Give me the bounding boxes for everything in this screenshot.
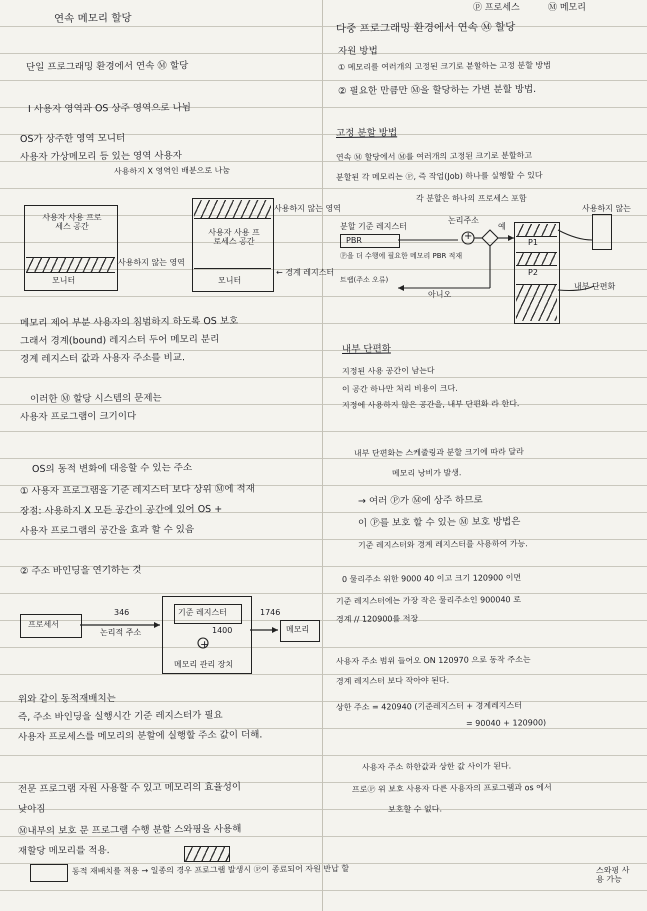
note-line: 이 Ⓟ를 보호 할 수 있는 Ⓜ 보호 방법은 xyxy=(357,516,521,529)
partition-arrows xyxy=(332,200,638,330)
note-line: 기준 레지스터와 경계 레지스터를 사용하여 가능. xyxy=(357,539,528,550)
trap-label: 트랩(주소 오류) xyxy=(340,276,389,284)
monitor-label: 모니터 xyxy=(52,276,76,285)
internal-fragmentation-label: 내부 단편화 xyxy=(574,282,616,291)
note-line: 메모리 낭비가 발생. xyxy=(391,468,462,478)
right-title: 다중 프로그래밍 환경에서 연속 Ⓜ 할당 xyxy=(335,21,516,35)
center-divider xyxy=(322,0,323,911)
left-title: 연속 메모리 할당 xyxy=(53,12,132,25)
note-line: 기준 레지스터에는 가장 작은 물리주소인 900040 로 xyxy=(335,595,521,606)
note-line: ① 사용자 프로그램을 기준 레지스터 보다 상위 Ⓜ에 적재 xyxy=(19,483,255,497)
user-space-label: 사용자 사용 프로세스 공간 xyxy=(42,213,102,231)
note-line: 사용자 프로그램의 공간을 효과 할 수 있음 xyxy=(19,524,195,537)
base-register-value: 1400 xyxy=(212,626,233,635)
unused-region-hatch xyxy=(194,200,271,219)
monitor-label: 모니터 xyxy=(218,276,242,285)
note-line: 그래서 경계(bound) 레지스터 두어 메모리 분리 xyxy=(19,333,220,347)
note-line: 즉, 주소 바인딩을 실행시간 기준 레지스터가 필요 xyxy=(17,709,223,723)
note-line: 내부 단편화는 스케줄링과 분할 크기에 따라 달라 xyxy=(353,447,524,458)
note-line: 재할당 메모리를 적용. xyxy=(17,845,110,857)
note-line: 전문 프로그램 자원 사용할 수 있고 메모리의 효율성이 xyxy=(17,781,242,795)
note-line: 보호할 수 없다. xyxy=(387,804,443,814)
mmu-label: 메모리 관리 장치 xyxy=(174,660,234,669)
partition-p2: P2 xyxy=(528,268,538,277)
logical-address-label: 논리주소 xyxy=(448,216,479,225)
unused-label: 사용하지 않는 xyxy=(582,204,631,213)
boundary-line xyxy=(194,268,271,269)
sketch-box xyxy=(30,864,68,882)
note-line: 장점: 사용하지 X 모든 공간이 공간에 있어 OS + xyxy=(19,503,223,517)
memory-label: 메모리 xyxy=(286,625,310,634)
bottom-note: 동적 재배치를 적용 → 일종의 경우 프로그램 발생시 Ⓟ이 종료되어 자원 반납 할 xyxy=(71,864,350,876)
note-line: 경계 레지스터 보다 작아야 된다. xyxy=(335,675,450,686)
unused-arrow-label: 사용하지 않는 영역 xyxy=(274,204,341,213)
note-line: 이러한 Ⓜ 할당 시스템의 문제는 xyxy=(29,392,162,405)
note-line: 사용자 가상메모리 등 있는 영역 사용자 xyxy=(19,150,182,163)
note-line: Ⓜ내부의 보호 문 프로그램 수행 분할 스와핑을 사용해 xyxy=(17,823,242,837)
fixed-partition-heading: 고정 분할 방법 xyxy=(335,127,398,139)
note-line: 경계 레지스터 값과 사용자 주소를 비교. xyxy=(19,352,186,365)
note-line: 이 공간 하나만 처리 비용이 크다. xyxy=(341,383,458,394)
right-subheading: 자원 방법 xyxy=(337,45,378,57)
processor-label: 프로세서 xyxy=(28,620,59,629)
diagram-caption: 각 분할은 하나의 프로세스 포함 xyxy=(416,194,527,203)
note-line: 사용자 주소 범위 들어오 ON 120970 으로 동작 주소는 xyxy=(335,654,531,666)
unused-region-hatch xyxy=(26,257,115,273)
logical-address-label: 논리적 주소 xyxy=(100,628,142,637)
legend-process: ⓟ 프로세스 xyxy=(473,3,520,13)
note-line: OS가 상주한 영역 모니터 xyxy=(19,132,126,145)
partition-p1: P1 xyxy=(528,238,538,247)
note-line: ② 필요한 만큼만 Ⓜ을 할당하는 가변 분할 방법. xyxy=(337,83,537,97)
note-line: 경계 // 120900를 저장 xyxy=(335,614,419,624)
note-line: 낮아짐 xyxy=(17,803,46,815)
legend-memory: Ⓜ 메모리 xyxy=(548,3,586,13)
base-register-label: 기준 레지스터 xyxy=(178,608,227,617)
adder-plus: + xyxy=(464,231,473,242)
note-line: 사용자 프로그램이 크기이다 xyxy=(19,410,137,423)
unused-arrow-label: 사용하지 않는 영역 xyxy=(118,258,185,267)
note-line: 상한 주소 = 420940 (기준레지스터 + 경계레지스터 xyxy=(335,701,523,712)
no-label: 아니오 xyxy=(428,290,452,299)
note-line: 프로Ⓟ 위 보호 사용자 다른 사용자의 프로그램과 os 에서 xyxy=(351,782,552,794)
note-line: 지정에 사용하지 않은 공간을, 내부 단편화 라 한다. xyxy=(341,399,520,410)
pbr-note: Ⓟ을 더 수행에 필요한 메모리 PBR 적재 xyxy=(340,252,463,260)
sketch-hatch xyxy=(184,846,230,862)
pbr-label: 분할 기준 레지스터 xyxy=(340,222,407,231)
bottom-tail-note: 스와핑 사용 가능 xyxy=(595,865,630,884)
adder-plus: + xyxy=(200,638,210,651)
left-subtitle: 단일 프로그래밍 환경에서 연속 Ⓜ 할당 xyxy=(25,60,189,73)
left-column xyxy=(14,0,341,900)
note-line: = 90040 + 120900) xyxy=(465,718,547,728)
mmu-arrows xyxy=(14,590,314,690)
note-line: 사용자 주소 하한값과 상한 값 사이가 된다. xyxy=(361,761,512,772)
section-1-heading: Ⅰ 사용자 영역과 OS 상주 영역으로 나뉨 xyxy=(27,102,191,115)
note-line: 위와 같이 동적재배치는 xyxy=(17,692,116,705)
user-space-label: 사용자 사용 프로세스 공간 xyxy=(208,228,260,246)
note-line: ② 주소 바인딩을 연기하는 것 xyxy=(19,564,142,577)
logical-address-value: 346 xyxy=(114,608,130,617)
note-line: 0 물리주소 위한 9000 40 이고 크기 120900 이면 xyxy=(341,573,522,584)
physical-address-value: 1746 xyxy=(260,608,281,617)
note-line: 메모리 제어 부분 사용자의 침범하지 하도록 OS 보호 xyxy=(19,315,239,329)
note-line: 분할된 각 메모리는 Ⓟ, 즉 작업(Job) 하나를 실행할 수 있다 xyxy=(335,170,543,182)
note-line: 연속 Ⓜ 할당에서 Ⓜ를 여러개의 고정된 크기로 분할하고 xyxy=(335,150,533,162)
note-line: OS의 동적 변화에 대응할 수 있는 주소 xyxy=(31,462,193,475)
note-line: 사용하지 X 영역인 배분으로 나눔 xyxy=(113,165,231,176)
note-line: 지정된 사용 공간이 남는다 xyxy=(341,366,435,376)
note-line: 사용자 프로세스를 메모리의 분할에 실행할 주소 값이 더해. xyxy=(17,729,263,743)
note-line: → 여러 Ⓟ가 Ⓜ에 상주 하므로 xyxy=(357,494,483,507)
yes-label: 예 xyxy=(498,222,506,231)
bound-register-label: ← 경계 레지스터 xyxy=(276,268,335,277)
note-line: ① 메모리를 여러개의 고정된 크기로 분할하는 고정 분할 방법 xyxy=(337,60,552,72)
internal-fragmentation-heading: 내부 단편화 xyxy=(341,343,391,355)
right-column xyxy=(332,0,638,900)
pbr-text: PBR xyxy=(346,236,362,245)
